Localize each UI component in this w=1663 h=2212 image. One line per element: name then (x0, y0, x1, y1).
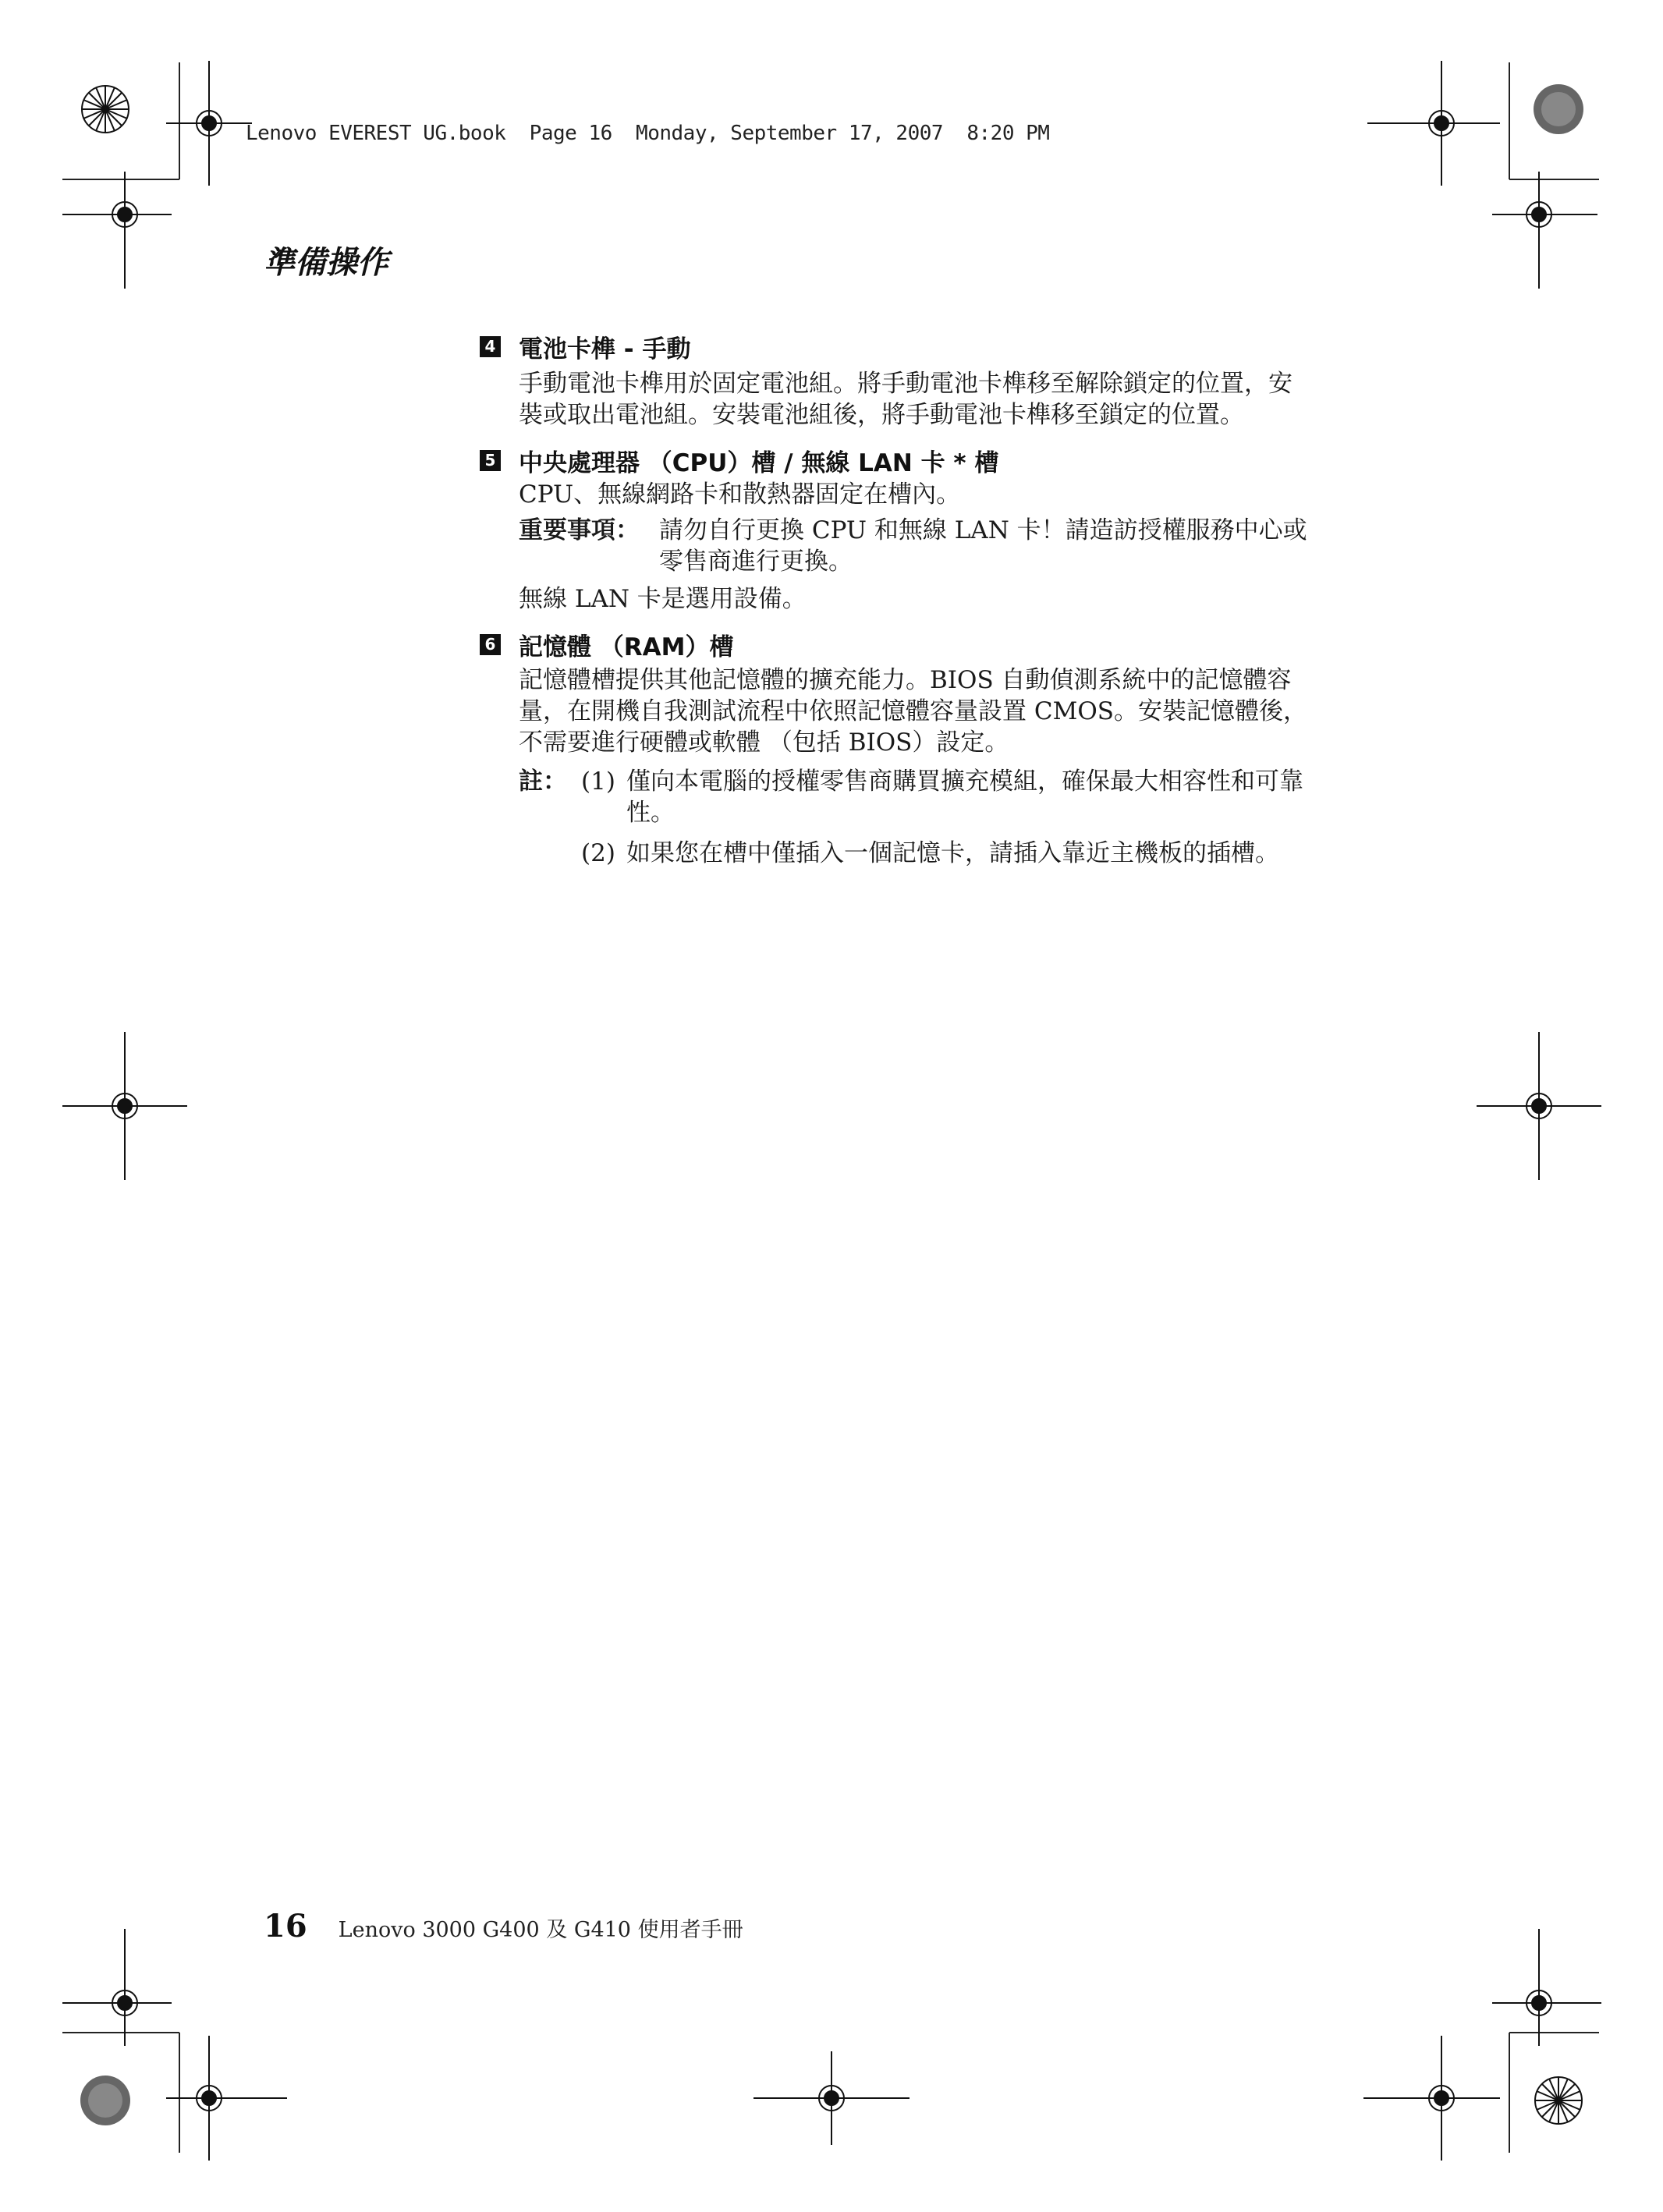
note-number: (1) (581, 767, 615, 796)
running-header: Lenovo EVEREST UG.book Page 16 Monday, September 17, 2007 8:20 PM (246, 122, 1050, 145)
note-label: 註： (519, 767, 567, 796)
page-footer (264, 1908, 743, 1944)
footer-title: Lenovo 3000 G400 及 G410 使用者手冊 (338, 1918, 743, 1942)
note-line: 性。 (626, 799, 675, 827)
item-cpu-wlan-slot (480, 443, 1377, 615)
item-memory-slot (480, 627, 1377, 878)
important-line: 請勿自行更換 CPU 和無線 LAN 卡！請造訪授權服務中心或 (659, 516, 1307, 544)
item-body (519, 368, 1377, 431)
item-number-badge: 5 (480, 450, 501, 471)
body-line: 無線 LAN 卡是選用設備。 (519, 585, 807, 613)
note-number: (2) (581, 839, 615, 867)
page-number: 16 (264, 1908, 307, 1944)
section-title: 準備操作 (264, 245, 388, 281)
body-line: 量，在開機自我測試流程中依照記憶體容量設置 CMOS。安裝記憶體後， (519, 697, 1307, 725)
note-line: 僅向本電腦的授權零售商購買擴充模組，確保最大相容性和可靠 (626, 767, 1303, 796)
important-notice (519, 515, 1377, 577)
item-title: 電池卡榫 - 手動 (519, 335, 691, 363)
item-heading (480, 627, 1377, 661)
body-line: CPU、無線網路卡和散熱器固定在槽內。 (519, 480, 961, 509)
important-label: 重要事項： (519, 516, 640, 544)
note-line: 如果您在槽中僅插入一個記憶卡，請插入靠近主機板的插槽。 (626, 839, 1279, 867)
item-number-badge: 6 (480, 634, 501, 655)
important-text (659, 515, 1377, 577)
list-item (581, 838, 1377, 869)
notes-block (519, 766, 1377, 878)
item-heading (480, 443, 1377, 477)
list-item (581, 766, 1377, 828)
watermark-logo (1174, 1837, 1580, 1958)
item-number-badge: 4 (480, 336, 501, 357)
item-title: 記憶體 （RAM）槽 (519, 633, 734, 661)
note-text (626, 838, 1377, 869)
item-body (519, 479, 1377, 615)
important-line: 零售商進行更換。 (659, 548, 853, 576)
item-battery-latch (480, 329, 1377, 431)
item-heading (480, 329, 1377, 363)
body-line: 記憶體槽提供其他記憶體的擴充能力。BIOS 自動偵測系統中的記憶體容 (519, 666, 1292, 694)
body-line: 裝或取出電池組。安裝電池組後，將手動電池卡榫移至鎖定的位置。 (519, 401, 1244, 429)
note-list (581, 766, 1377, 878)
body-line: 手動電池卡榫用於固定電池組。將手動電池卡榫移至解除鎖定的位置，安 (519, 370, 1292, 398)
body-line: 不需要進行硬體或軟體 （包括 BIOS）設定。 (519, 728, 1009, 757)
item-title: 中央處理器 （CPU）槽 / 無線 LAN 卡 * 槽 (519, 448, 999, 477)
item-body (519, 665, 1377, 878)
note-text (626, 766, 1377, 828)
